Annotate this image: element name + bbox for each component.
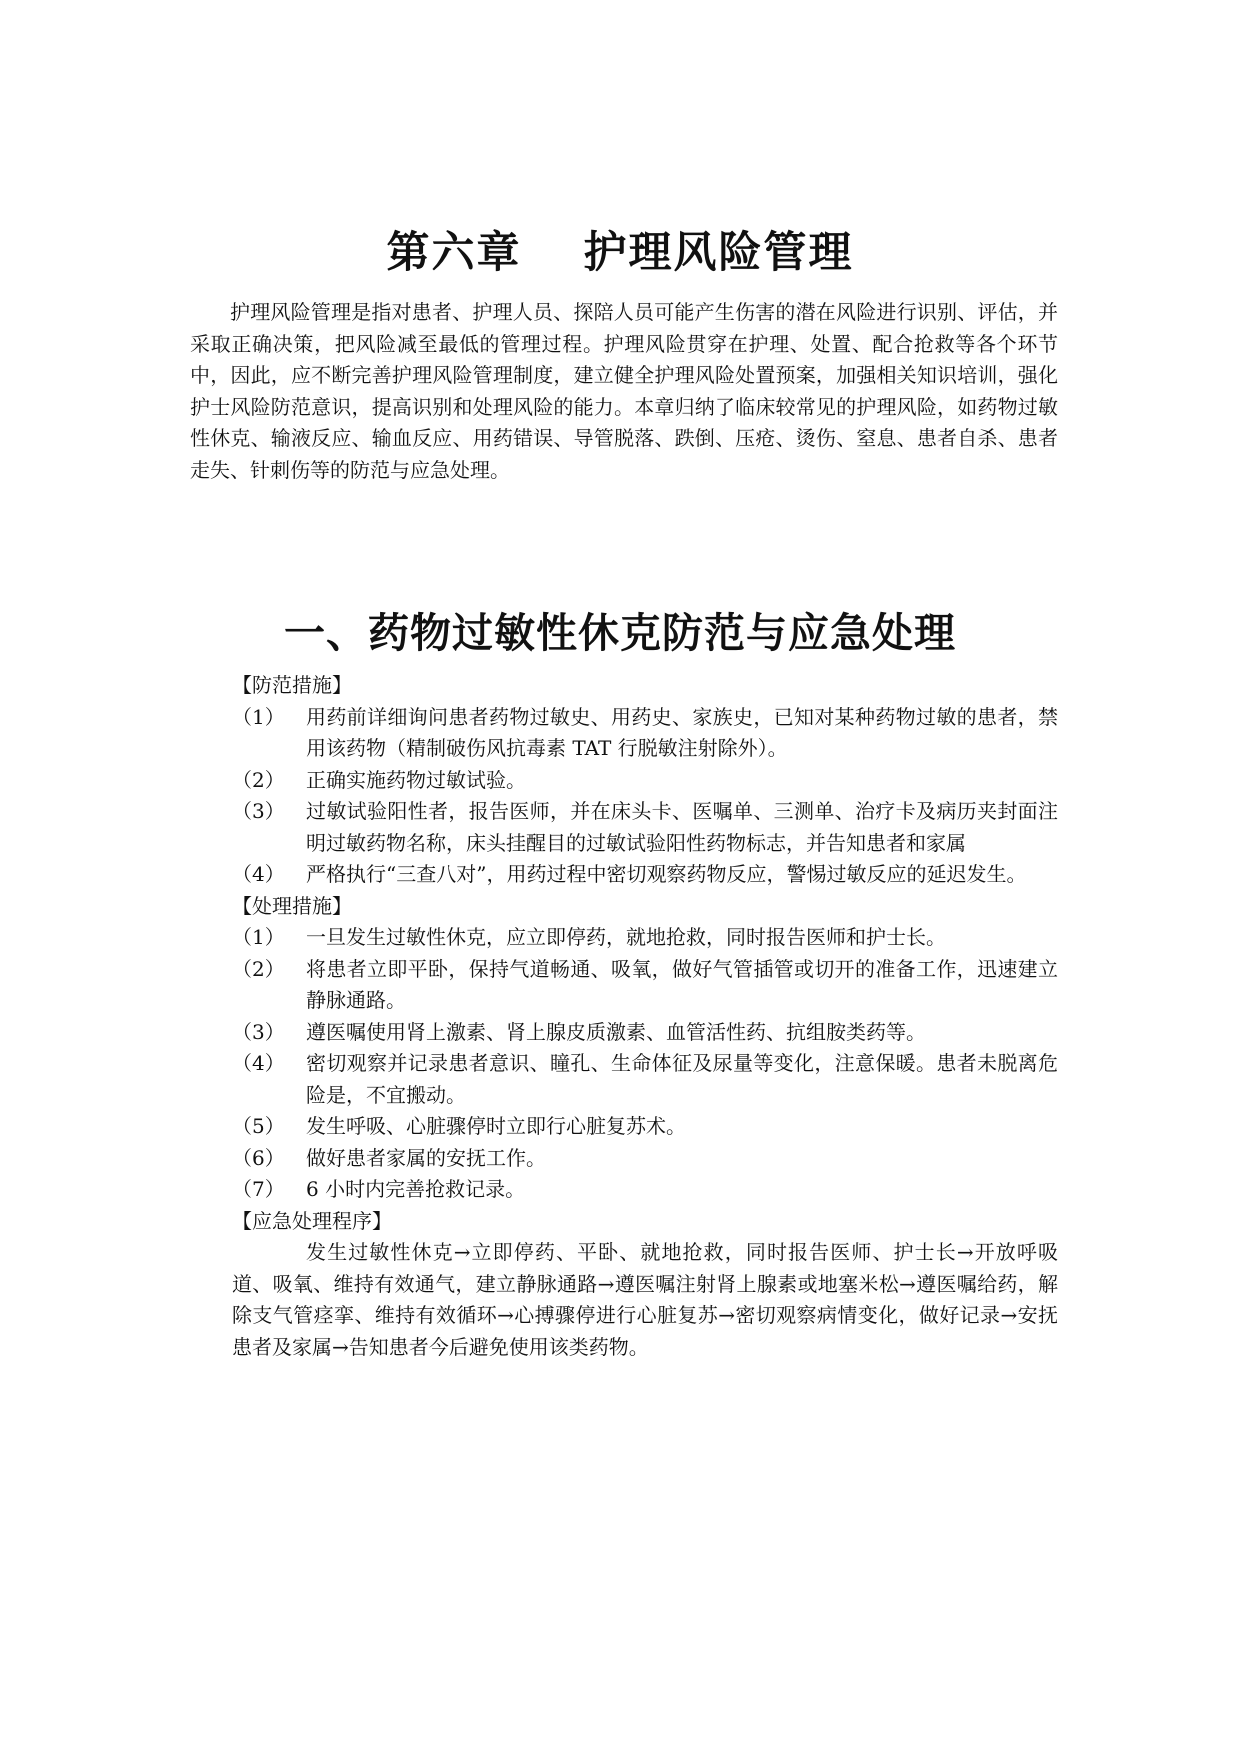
item-number: （3） — [232, 1019, 285, 1044]
item-number: （6） — [232, 1145, 285, 1170]
item-number: （4） — [232, 862, 285, 886]
treatment-item — [232, 954, 1058, 1017]
item-number: （5） — [232, 1114, 285, 1138]
item-text: 将患者立即平卧，保持气道畅通、吸氧，做好气管插管或切开的准备工作，迅速建立静脉通路。 — [306, 956, 1058, 1012]
prevention-item — [232, 702, 1058, 765]
section-title: 一、药物过敏性休克防范与应急处理 — [284, 609, 956, 658]
prevention-item — [232, 765, 1058, 797]
emergency-procedure: 发生过敏性休克→立即停药、平卧、就地抢救，同时报告医师、护士长→开放呼吸道、吸氧、维持有效通气，建立静脉通路→遵医嘱注射肾上腺素或地塞米松→遵医嘱给药，解除支气管痉挛、维持有效循环→心搏骤停进行心脏复苏→密切观察病情变化，做好记录→安抚患者及家属→告知患者今后避免使用该类药物。 — [232, 1240, 1058, 1359]
prevention-item — [232, 796, 1058, 859]
item-text: 6 小时内完善抢救记录。 — [306, 1177, 526, 1201]
item-number: （2） — [232, 767, 285, 792]
treatment-heading: 【处理措施】 — [232, 893, 352, 918]
item-text: 严格执行“三查八对”，用药过程中密切观察药物反应，警惕过敏反应的延迟发生。 — [306, 862, 1027, 886]
item-text: 密切观察并记录患者意识、瞳孔、生命体征及尿量等变化，注意保暖。患者未脱离危险是，不宜搬动。 — [306, 1051, 1058, 1107]
item-text: 做好患者家属的安抚工作。 — [306, 1145, 546, 1170]
treatment-item — [232, 922, 1058, 954]
section-content — [232, 670, 1058, 1363]
prevention-heading: 【防范措施】 — [232, 673, 352, 697]
item-text: 过敏试验阳性者，报告医师，并在床头卡、医嘱单、三测单、治疗卡及病历夹封面注明过敏药物名称，床头挂醒目的过敏试验阳性药物标志，并告知患者和家属 — [306, 799, 1058, 855]
item-number: （2） — [232, 956, 285, 981]
treatment-item — [232, 1048, 1058, 1111]
treatment-item — [232, 1143, 1058, 1175]
item-number: （1） — [232, 925, 285, 949]
item-text: 正确实施药物过敏试验。 — [306, 767, 526, 792]
item-text: 一旦发生过敏性休克，应立即停药，就地抢救，同时报告医师和护士长。 — [306, 925, 946, 949]
item-number: （7） — [232, 1177, 285, 1201]
chapter-title: 第六章 护理风险管理 — [386, 227, 854, 278]
item-text: 用药前详细询问患者药物过敏史、用药史、家族史，已知对某种药物过敏的患者，禁用该药物（精制破伤风抗毒素 TAT 行脱敏注射除外）。 — [306, 704, 1058, 760]
item-number: （4） — [232, 1051, 285, 1075]
intro-paragraph: 护理风险管理是指对患者、护理人员、探陪人员可能产生伤害的潜在风险进行识别、评估，并采取正确决策，把风险减至最低的管理过程。护理风险贯穿在护理、处置、配合抢救等各个环节中，因此，应不断完善护理风险管理制度，建立健全护理风险处置预案，加强相关知识培训，强化护士风险防范意识，提高识别和处理风险的能力。本章归纳了临床较常见的护理风险，如药物过敏性休克、输液反应、输血反应、用药错误、导管脱落、跌倒、压疮、烫伤、窒息、患者自杀、患者走失、针刺伤等的防范与应急处理。 — [190, 300, 1058, 482]
item-text: 发生呼吸、心脏骤停时立即行心脏复苏术。 — [306, 1114, 686, 1138]
treatment-item — [232, 1017, 1058, 1049]
item-number: （1） — [232, 704, 285, 729]
item-text: 遵医嘱使用肾上激素、肾上腺皮质激素、血管活性药、抗组胺类药等。 — [306, 1019, 926, 1044]
emergency-heading: 【应急处理程序】 — [232, 1208, 392, 1233]
treatment-item — [232, 1174, 1058, 1206]
treatment-item — [232, 1111, 1058, 1143]
item-number: （3） — [232, 799, 285, 823]
prevention-item — [232, 859, 1058, 891]
